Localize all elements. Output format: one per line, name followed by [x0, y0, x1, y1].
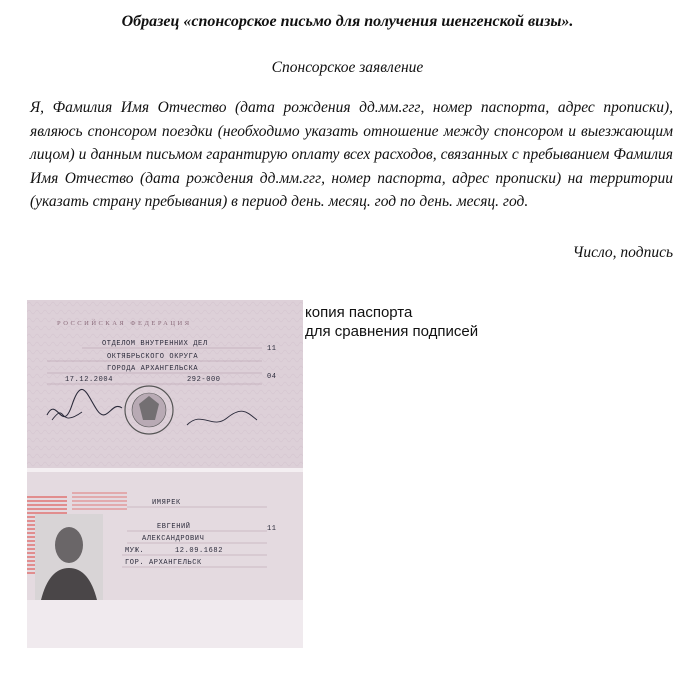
passport-issuer-line-1: ОТДЕЛОМ ВНУТРЕННИХ ДЕЛ: [102, 340, 208, 348]
passport-copy-image: [27, 300, 303, 648]
passport-patronymic: АЛЕКСАНДРОВИЧ: [142, 535, 205, 543]
passport-caption: [305, 303, 478, 341]
passport-sex: МУЖ.: [125, 547, 145, 555]
passport-serial-bottom: 11: [267, 525, 277, 533]
passport-given-name: ЕВГЕНИЙ: [157, 523, 191, 531]
passport-birth-place: ГОР. АРХАНГЕЛЬСК: [125, 559, 202, 567]
signature-line: Число, подпись: [572, 244, 673, 261]
passport-birth-date: 12.09.1682: [175, 547, 224, 555]
caption-line-1: копия паспорта: [305, 304, 413, 321]
passport-surname: ИМЯРЕК: [152, 499, 181, 507]
passport-issue-date: 17.12.2004: [65, 376, 114, 384]
document-body: Я, Фамилия Имя Отчество (дата рождения дд.мм.ггг, номер паспорта, адрес прописки), являюсь спонсором поездки (необходимо указать отношение между спонсором и выезжающим лицом) и данным письмом гарантирую оплату всех расходов, связанных с пребыванием Фамилия Имя Отчество (дата рождения дд.мм.ггг, номер паспорта, адрес прописки) на территории (указать страну пребывания) в период день. месяц. год по день. месяц. год.: [30, 99, 673, 210]
document-subtitle: Спонсорское заявление: [271, 59, 424, 76]
passport-department-code: 292-000: [187, 376, 221, 384]
caption-line-2: для сравнения подписей: [305, 323, 479, 340]
passport-serial-mid: 04: [267, 373, 277, 381]
passport-issuer-line-2: ОКТЯБРЬСКОГО ОКРУГА: [107, 353, 199, 361]
document-title: Образец «спонсорское письмо для получения шенгенской визы».: [121, 13, 574, 30]
passport-issuer-line-3: ГОРОДА АРХАНГЕЛЬСКА: [107, 365, 199, 373]
passport-header: РОССИЙСКАЯ ФЕДЕРАЦИЯ: [57, 320, 192, 327]
passport-serial-top: 11: [267, 345, 277, 353]
